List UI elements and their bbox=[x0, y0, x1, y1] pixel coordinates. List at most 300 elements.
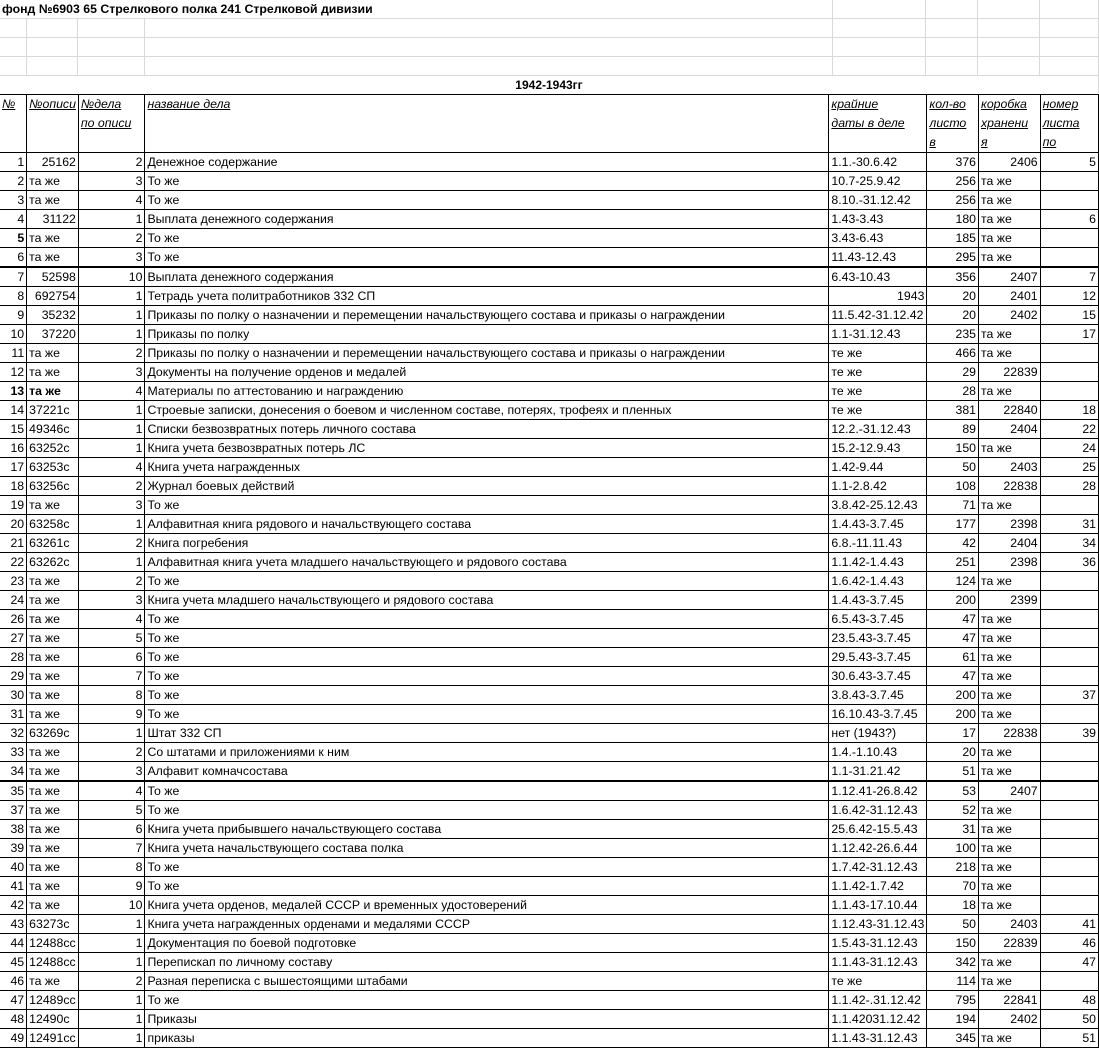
cell-delo[interactable]: 4 bbox=[78, 191, 145, 210]
cell-box[interactable]: 2402 bbox=[979, 1010, 1041, 1029]
cell-pages[interactable]: 20 bbox=[927, 306, 979, 325]
cell-pages[interactable]: 194 bbox=[927, 1010, 979, 1029]
cell-dates[interactable]: 1.1.43-17.10.44 bbox=[829, 896, 927, 915]
header-name[interactable]: название дела bbox=[145, 95, 829, 153]
cell-dates[interactable]: те же bbox=[829, 972, 927, 991]
cell-opis[interactable]: та же bbox=[27, 667, 79, 686]
cell-name[interactable]: приказы bbox=[145, 1029, 829, 1048]
cell-number[interactable]: 2 bbox=[0, 172, 27, 191]
cell-dates[interactable]: 3.8.43-3.7.45 bbox=[829, 686, 927, 705]
cell-number[interactable]: 42 bbox=[0, 896, 27, 915]
cell-name[interactable]: То же bbox=[145, 629, 829, 648]
cell-dates[interactable]: 1.1.43-31.12.43 bbox=[829, 953, 927, 972]
cell-delo[interactable]: 1 bbox=[78, 325, 145, 344]
cell-delo[interactable]: 1 bbox=[78, 439, 145, 458]
cell-name[interactable]: Документация по боевой подготовке bbox=[145, 934, 829, 953]
cell-number[interactable]: 34 bbox=[0, 762, 27, 782]
cell-sheet[interactable]: 5 bbox=[1040, 153, 1098, 172]
cell-name[interactable]: Перепискап по личному составу bbox=[145, 953, 829, 972]
cell-dates[interactable]: 1.4.-1.10.43 bbox=[829, 743, 927, 762]
cell-box[interactable]: та же bbox=[979, 896, 1041, 915]
cell-box[interactable]: та же bbox=[979, 496, 1041, 515]
cell-name[interactable]: Списки безвозвратных потерь личного состава bbox=[145, 420, 829, 439]
cell-sheet[interactable]: 7 bbox=[1040, 267, 1098, 287]
cell-box[interactable]: 22841 bbox=[979, 991, 1041, 1010]
cell-sheet[interactable] bbox=[1040, 839, 1098, 858]
cell-box[interactable]: 22840 bbox=[979, 401, 1041, 420]
cell-sheet[interactable] bbox=[1040, 572, 1098, 591]
cell-sheet[interactable] bbox=[1040, 743, 1098, 762]
cell-opis[interactable]: та же bbox=[27, 363, 79, 382]
cell-sheet[interactable]: 15 bbox=[1040, 306, 1098, 325]
cell-box[interactable]: та же bbox=[979, 953, 1041, 972]
header-sheet[interactable]: номер листа по bbox=[1040, 95, 1098, 153]
cell-pages[interactable]: 18 bbox=[927, 896, 979, 915]
cell[interactable] bbox=[1039, 19, 1098, 38]
cell-sheet[interactable] bbox=[1040, 667, 1098, 686]
cell-dates[interactable]: те же bbox=[829, 382, 927, 401]
cell[interactable] bbox=[926, 57, 978, 76]
cell-box[interactable]: 2404 bbox=[979, 420, 1041, 439]
cell-dates[interactable]: 1.7.42-31.12.43 bbox=[829, 858, 927, 877]
cell-pages[interactable]: 53 bbox=[927, 781, 979, 801]
cell-pages[interactable]: 251 bbox=[927, 553, 979, 572]
cell-name[interactable]: Тетрадь учета политработников 332 СП bbox=[145, 287, 829, 306]
cell-delo[interactable]: 3 bbox=[78, 248, 145, 268]
cell-dates[interactable]: 1.12.41-26.8.42 bbox=[829, 781, 927, 801]
cell-pages[interactable]: 51 bbox=[927, 762, 979, 782]
cell-pages[interactable]: 17 bbox=[927, 724, 979, 743]
cell[interactable] bbox=[145, 38, 833, 57]
cell-opis[interactable]: 692754 bbox=[27, 287, 79, 306]
header-dates[interactable]: крайние даты в деле bbox=[829, 95, 927, 153]
cell-dates[interactable]: 1.12.43-31.12.43 bbox=[829, 915, 927, 934]
cell-name[interactable]: То же bbox=[145, 172, 829, 191]
cell-delo[interactable]: 4 bbox=[78, 382, 145, 401]
cell-opis[interactable]: 63258с bbox=[27, 515, 79, 534]
cell-delo[interactable]: 10 bbox=[78, 267, 145, 287]
cell-delo[interactable]: 1 bbox=[78, 210, 145, 229]
cell-pages[interactable]: 235 bbox=[927, 325, 979, 344]
cell-number[interactable]: 40 bbox=[0, 858, 27, 877]
cell[interactable] bbox=[78, 38, 145, 57]
cell-pages[interactable]: 29 bbox=[927, 363, 979, 382]
cell[interactable] bbox=[833, 19, 926, 38]
cell-opis[interactable]: 63261с bbox=[27, 534, 79, 553]
cell[interactable] bbox=[145, 57, 833, 76]
cell-number[interactable]: 21 bbox=[0, 534, 27, 553]
cell-number[interactable]: 22 bbox=[0, 553, 27, 572]
cell-pages[interactable]: 89 bbox=[927, 420, 979, 439]
cell-box[interactable]: та же bbox=[979, 172, 1041, 191]
cell-opis[interactable]: 31122 bbox=[27, 210, 79, 229]
cell-name[interactable]: Документы на получение орденов и медалей bbox=[145, 363, 829, 382]
period-title[interactable]: 1942-1943гг bbox=[0, 76, 1099, 95]
cell-name[interactable]: Выплата денежного содержания bbox=[145, 210, 829, 229]
cell-opis[interactable]: та же bbox=[27, 743, 79, 762]
cell-number[interactable]: 13 bbox=[0, 382, 27, 401]
cell-number[interactable]: 24 bbox=[0, 591, 27, 610]
cell-number[interactable]: 37 bbox=[0, 801, 27, 820]
cell-dates[interactable]: те же bbox=[829, 344, 927, 363]
cell-number[interactable]: 17 bbox=[0, 458, 27, 477]
cell-opis[interactable]: та же bbox=[27, 248, 79, 268]
cell-pages[interactable]: 200 bbox=[927, 705, 979, 724]
cell-pages[interactable]: 31 bbox=[927, 820, 979, 839]
cell-delo[interactable]: 1 bbox=[78, 287, 145, 306]
cell-opis[interactable]: та же bbox=[27, 229, 79, 248]
cell-pages[interactable]: 42 bbox=[927, 534, 979, 553]
cell-dates[interactable]: 1.6.42-1.4.43 bbox=[829, 572, 927, 591]
cell-pages[interactable]: 177 bbox=[927, 515, 979, 534]
cell-delo[interactable]: 4 bbox=[78, 610, 145, 629]
cell-name[interactable]: Книга учета начальствующего состава полка bbox=[145, 839, 829, 858]
cell-opis[interactable]: 63273с bbox=[27, 915, 79, 934]
cell-sheet[interactable]: 25 bbox=[1040, 458, 1098, 477]
cell-pages[interactable]: 108 bbox=[927, 477, 979, 496]
cell[interactable] bbox=[978, 19, 1040, 38]
cell-box[interactable]: 2403 bbox=[979, 915, 1041, 934]
cell-number[interactable]: 26 bbox=[0, 610, 27, 629]
cell-opis[interactable]: та же bbox=[27, 705, 79, 724]
cell-sheet[interactable]: 46 bbox=[1040, 934, 1098, 953]
cell-sheet[interactable] bbox=[1040, 382, 1098, 401]
cell-sheet[interactable] bbox=[1040, 172, 1098, 191]
cell[interactable] bbox=[0, 19, 27, 38]
cell-opis[interactable]: та же bbox=[27, 591, 79, 610]
cell-name[interactable]: Разная переписка с вышестоящими штабами bbox=[145, 972, 829, 991]
cell-dates[interactable]: 3.8.42-25.12.43 bbox=[829, 496, 927, 515]
cell-opis[interactable]: та же bbox=[27, 191, 79, 210]
cell-pages[interactable]: 50 bbox=[927, 915, 979, 934]
cell-dates[interactable]: 10.7-25.9.42 bbox=[829, 172, 927, 191]
cell-dates[interactable]: 1.5.43-31.12.43 bbox=[829, 934, 927, 953]
cell-dates[interactable]: 16.10.43-3.7.45 bbox=[829, 705, 927, 724]
cell-box[interactable]: 2407 bbox=[979, 267, 1041, 287]
cell-box[interactable]: 22838 bbox=[979, 724, 1041, 743]
cell-dates[interactable]: 8.10.-31.12.42 bbox=[829, 191, 927, 210]
cell-delo[interactable]: 3 bbox=[78, 172, 145, 191]
header-delo[interactable]: №дела по описи bbox=[78, 95, 145, 153]
cell-sheet[interactable] bbox=[1040, 591, 1098, 610]
cell-number[interactable]: 49 bbox=[0, 1029, 27, 1048]
cell-name[interactable]: Книга учета награжденных bbox=[145, 458, 829, 477]
cell-name[interactable]: Со штатами и приложениями к ним bbox=[145, 743, 829, 762]
cell-number[interactable]: 16 bbox=[0, 439, 27, 458]
cell-box[interactable]: та же bbox=[979, 667, 1041, 686]
cell-opis[interactable]: 63256с bbox=[27, 477, 79, 496]
cell-name[interactable]: То же bbox=[145, 496, 829, 515]
cell-name[interactable]: Журнал боевых действий bbox=[145, 477, 829, 496]
cell[interactable] bbox=[1039, 57, 1098, 76]
cell-name[interactable]: Книга учета безвозвратных потерь ЛС bbox=[145, 439, 829, 458]
cell-delo[interactable]: 2 bbox=[78, 153, 145, 172]
cell-sheet[interactable] bbox=[1040, 820, 1098, 839]
cell-box[interactable]: та же bbox=[979, 439, 1041, 458]
cell-opis[interactable]: та же bbox=[27, 820, 79, 839]
cell[interactable] bbox=[926, 38, 978, 57]
cell-sheet[interactable] bbox=[1040, 229, 1098, 248]
cell-pages[interactable]: 795 bbox=[927, 991, 979, 1010]
cell-number[interactable]: 44 bbox=[0, 934, 27, 953]
cell-box[interactable]: та же bbox=[979, 325, 1041, 344]
cell[interactable] bbox=[978, 38, 1040, 57]
cell-pages[interactable]: 52 bbox=[927, 801, 979, 820]
cell-name[interactable]: Алфавитная книга учета младшего начальствующего и рядового состава bbox=[145, 553, 829, 572]
cell-number[interactable]: 41 bbox=[0, 877, 27, 896]
cell-dates[interactable]: 6.43-10.43 bbox=[829, 267, 927, 287]
cell[interactable] bbox=[0, 57, 27, 76]
cell-dates[interactable]: 1943 bbox=[829, 287, 927, 306]
cell-pages[interactable]: 100 bbox=[927, 839, 979, 858]
cell-opis[interactable]: 63252с bbox=[27, 439, 79, 458]
cell-sheet[interactable]: 24 bbox=[1040, 439, 1098, 458]
cell-pages[interactable]: 466 bbox=[927, 344, 979, 363]
cell-dates[interactable]: 1.1.42-.31.12.42 bbox=[829, 991, 927, 1010]
cell-dates[interactable]: 11.5.42-31.12.42 bbox=[829, 306, 927, 325]
cell-sheet[interactable]: 28 bbox=[1040, 477, 1098, 496]
cell-opis[interactable]: 12490с bbox=[27, 1010, 79, 1029]
cell-pages[interactable]: 200 bbox=[927, 686, 979, 705]
cell-dates[interactable]: 1.12.42-26.6.44 bbox=[829, 839, 927, 858]
cell-pages[interactable]: 381 bbox=[927, 401, 979, 420]
cell-pages[interactable]: 50 bbox=[927, 458, 979, 477]
cell-opis[interactable]: та же bbox=[27, 610, 79, 629]
cell-delo[interactable]: 5 bbox=[78, 629, 145, 648]
cell-box[interactable]: та же bbox=[979, 820, 1041, 839]
cell-dates[interactable]: 1.1-31.12.43 bbox=[829, 325, 927, 344]
cell[interactable] bbox=[145, 19, 833, 38]
cell-pages[interactable]: 345 bbox=[927, 1029, 979, 1048]
cell-dates[interactable]: 23.5.43-3.7.45 bbox=[829, 629, 927, 648]
cell-opis[interactable]: 25162 bbox=[27, 153, 79, 172]
cell[interactable] bbox=[78, 57, 145, 76]
cell-delo[interactable]: 3 bbox=[78, 762, 145, 782]
cell-box[interactable]: 2402 bbox=[979, 306, 1041, 325]
cell-delo[interactable]: 1 bbox=[78, 991, 145, 1010]
cell-box[interactable]: 2399 bbox=[979, 591, 1041, 610]
header-pages[interactable]: кол-во листо в bbox=[927, 95, 979, 153]
cell-delo[interactable]: 3 bbox=[78, 591, 145, 610]
cell-delo[interactable]: 1 bbox=[78, 953, 145, 972]
cell[interactable] bbox=[27, 38, 78, 57]
cell-opis[interactable]: та же bbox=[27, 686, 79, 705]
cell-delo[interactable]: 3 bbox=[78, 363, 145, 382]
cell-name[interactable]: Материалы по аттестованию и награждению bbox=[145, 382, 829, 401]
cell-box[interactable]: та же bbox=[979, 191, 1041, 210]
cell-box[interactable]: та же bbox=[979, 344, 1041, 363]
cell-pages[interactable]: 47 bbox=[927, 610, 979, 629]
cell-opis[interactable]: та же bbox=[27, 572, 79, 591]
cell-delo[interactable]: 1 bbox=[78, 401, 145, 420]
header-number[interactable]: № bbox=[0, 95, 27, 153]
cell-number[interactable]: 28 bbox=[0, 648, 27, 667]
cell-box[interactable]: 2398 bbox=[979, 553, 1041, 572]
cell-box[interactable]: та же bbox=[979, 801, 1041, 820]
cell-name[interactable]: Денежное содержание bbox=[145, 153, 829, 172]
cell-delo[interactable]: 2 bbox=[78, 572, 145, 591]
cell-pages[interactable]: 356 bbox=[927, 267, 979, 287]
cell[interactable] bbox=[978, 0, 1040, 19]
cell-number[interactable]: 27 bbox=[0, 629, 27, 648]
cell-sheet[interactable] bbox=[1040, 248, 1098, 268]
cell-number[interactable]: 38 bbox=[0, 820, 27, 839]
cell[interactable] bbox=[926, 0, 978, 19]
cell-delo[interactable]: 3 bbox=[78, 496, 145, 515]
cell-number[interactable]: 11 bbox=[0, 344, 27, 363]
cell-dates[interactable]: 1.4.43-3.7.45 bbox=[829, 591, 927, 610]
cell-sheet[interactable] bbox=[1040, 610, 1098, 629]
cell-sheet[interactable] bbox=[1040, 705, 1098, 724]
cell-number[interactable]: 19 bbox=[0, 496, 27, 515]
cell-pages[interactable]: 256 bbox=[927, 172, 979, 191]
cell-number[interactable]: 33 bbox=[0, 743, 27, 762]
cell-name[interactable]: То же bbox=[145, 667, 829, 686]
cell-number[interactable]: 7 bbox=[0, 267, 27, 287]
cell-pages[interactable]: 295 bbox=[927, 248, 979, 268]
cell-delo[interactable]: 2 bbox=[78, 534, 145, 553]
cell-delo[interactable]: 7 bbox=[78, 839, 145, 858]
cell[interactable] bbox=[833, 38, 926, 57]
cell-number[interactable]: 5 bbox=[0, 229, 27, 248]
cell-box[interactable]: та же bbox=[979, 248, 1041, 268]
cell-dates[interactable]: 6.8.-11.11.43 bbox=[829, 534, 927, 553]
cell-pages[interactable]: 218 bbox=[927, 858, 979, 877]
cell-number[interactable]: 46 bbox=[0, 972, 27, 991]
cell-dates[interactable]: 12.2.-31.12.43 bbox=[829, 420, 927, 439]
cell-opis[interactable]: 12488сс bbox=[27, 953, 79, 972]
cell-dates[interactable]: 1.43-3.43 bbox=[829, 210, 927, 229]
cell-sheet[interactable]: 41 bbox=[1040, 915, 1098, 934]
cell-name[interactable]: Штат 332 СП bbox=[145, 724, 829, 743]
cell-box[interactable]: 2403 bbox=[979, 458, 1041, 477]
cell-delo[interactable]: 8 bbox=[78, 858, 145, 877]
cell-number[interactable]: 15 bbox=[0, 420, 27, 439]
cell-name[interactable]: То же bbox=[145, 191, 829, 210]
cell-name[interactable]: Алфавитная книга рядового и начальствующего состава bbox=[145, 515, 829, 534]
cell-sheet[interactable]: 48 bbox=[1040, 991, 1098, 1010]
cell-name[interactable]: Книга учета прибывшего начальствующего состава bbox=[145, 820, 829, 839]
cell-box[interactable]: та же bbox=[979, 229, 1041, 248]
cell-sheet[interactable] bbox=[1040, 363, 1098, 382]
cell-box[interactable]: 2404 bbox=[979, 534, 1041, 553]
cell-opis[interactable]: та же bbox=[27, 858, 79, 877]
cell-opis[interactable]: 49346с bbox=[27, 420, 79, 439]
cell-opis[interactable]: та же bbox=[27, 877, 79, 896]
cell-opis[interactable]: 12489сс bbox=[27, 991, 79, 1010]
cell-name[interactable]: То же bbox=[145, 705, 829, 724]
cell-sheet[interactable]: 17 bbox=[1040, 325, 1098, 344]
cell-name[interactable]: Книга учета награжденных орденами и медалями СССР bbox=[145, 915, 829, 934]
cell-pages[interactable]: 47 bbox=[927, 667, 979, 686]
cell-pages[interactable]: 342 bbox=[927, 953, 979, 972]
cell-dates[interactable]: 1.1-31.21.42 bbox=[829, 762, 927, 782]
cell-number[interactable]: 31 bbox=[0, 705, 27, 724]
cell-delo[interactable]: 8 bbox=[78, 686, 145, 705]
cell-opis[interactable]: та же bbox=[27, 648, 79, 667]
cell-name[interactable]: То же bbox=[145, 229, 829, 248]
cell-dates[interactable]: 1.1-2.8.42 bbox=[829, 477, 927, 496]
header-box[interactable]: коробка хранени я bbox=[979, 95, 1041, 153]
cell-pages[interactable]: 20 bbox=[927, 743, 979, 762]
cell-sheet[interactable]: 47 bbox=[1040, 953, 1098, 972]
cell-dates[interactable]: 29.5.43-3.7.45 bbox=[829, 648, 927, 667]
cell-delo[interactable]: 9 bbox=[78, 705, 145, 724]
cell-delo[interactable]: 4 bbox=[78, 781, 145, 801]
cell-opis[interactable]: 37221с bbox=[27, 401, 79, 420]
cell-box[interactable]: 22839 bbox=[979, 934, 1041, 953]
cell-opis[interactable]: 35232 bbox=[27, 306, 79, 325]
cell-opis[interactable]: 63262с bbox=[27, 553, 79, 572]
cell-sheet[interactable]: 34 bbox=[1040, 534, 1098, 553]
cell-delo[interactable]: 1 bbox=[78, 553, 145, 572]
cell-box[interactable]: та же bbox=[979, 972, 1041, 991]
cell-delo[interactable]: 5 bbox=[78, 801, 145, 820]
cell-name[interactable]: Приказы bbox=[145, 1010, 829, 1029]
cell-dates[interactable]: 1.1.42-1.7.42 bbox=[829, 877, 927, 896]
cell-delo[interactable]: 2 bbox=[78, 344, 145, 363]
cell-name[interactable]: Приказы по полку bbox=[145, 325, 829, 344]
cell-box[interactable]: та же bbox=[979, 210, 1041, 229]
cell-name[interactable]: Книга погребения bbox=[145, 534, 829, 553]
cell-number[interactable]: 10 bbox=[0, 325, 27, 344]
cell-dates[interactable]: 11.43-12.43 bbox=[829, 248, 927, 268]
cell[interactable] bbox=[27, 19, 78, 38]
cell-number[interactable]: 39 bbox=[0, 839, 27, 858]
cell-opis[interactable]: 63253с bbox=[27, 458, 79, 477]
cell[interactable] bbox=[833, 57, 926, 76]
cell-delo[interactable]: 4 bbox=[78, 458, 145, 477]
cell-number[interactable]: 20 bbox=[0, 515, 27, 534]
cell-dates[interactable]: 1.1.43-31.12.43 bbox=[829, 1029, 927, 1048]
cell-opis[interactable]: 52598 bbox=[27, 267, 79, 287]
cell-delo[interactable]: 9 bbox=[78, 877, 145, 896]
cell-number[interactable]: 8 bbox=[0, 287, 27, 306]
cell-box[interactable]: 22839 bbox=[979, 363, 1041, 382]
cell-delo[interactable]: 2 bbox=[78, 743, 145, 762]
cell-box[interactable]: 2401 bbox=[979, 287, 1041, 306]
cell-name[interactable]: Выплата денежного содержания bbox=[145, 267, 829, 287]
cell-opis[interactable]: та же bbox=[27, 781, 79, 801]
cell[interactable] bbox=[978, 57, 1040, 76]
cell-dates[interactable]: 6.5.43-3.7.45 bbox=[829, 610, 927, 629]
cell-dates[interactable]: 1.42-9.44 bbox=[829, 458, 927, 477]
cell-box[interactable]: та же bbox=[979, 648, 1041, 667]
cell-number[interactable]: 35 bbox=[0, 781, 27, 801]
cell-opis[interactable]: та же bbox=[27, 344, 79, 363]
cell-delo[interactable]: 1 bbox=[78, 1029, 145, 1048]
cell-sheet[interactable]: 12 bbox=[1040, 287, 1098, 306]
cell-name[interactable]: То же bbox=[145, 686, 829, 705]
cell[interactable] bbox=[1039, 0, 1098, 19]
cell-name[interactable]: То же bbox=[145, 781, 829, 801]
cell-dates[interactable]: те же bbox=[829, 363, 927, 382]
cell-box[interactable]: та же bbox=[979, 382, 1041, 401]
cell-sheet[interactable] bbox=[1040, 877, 1098, 896]
cell-sheet[interactable]: 39 bbox=[1040, 724, 1098, 743]
cell-name[interactable]: Алфавит комначсостава bbox=[145, 762, 829, 782]
cell-number[interactable]: 30 bbox=[0, 686, 27, 705]
cell-name[interactable]: Книга учета младшего начальствующего и рядового состава bbox=[145, 591, 829, 610]
cell-box[interactable]: 2407 bbox=[979, 781, 1041, 801]
cell-box[interactable]: 2398 bbox=[979, 515, 1041, 534]
cell-pages[interactable]: 124 bbox=[927, 572, 979, 591]
cell-box[interactable]: 22838 bbox=[979, 477, 1041, 496]
cell-box[interactable]: та же bbox=[979, 610, 1041, 629]
cell-number[interactable]: 29 bbox=[0, 667, 27, 686]
cell-box[interactable]: та же bbox=[979, 743, 1041, 762]
cell-number[interactable]: 23 bbox=[0, 572, 27, 591]
